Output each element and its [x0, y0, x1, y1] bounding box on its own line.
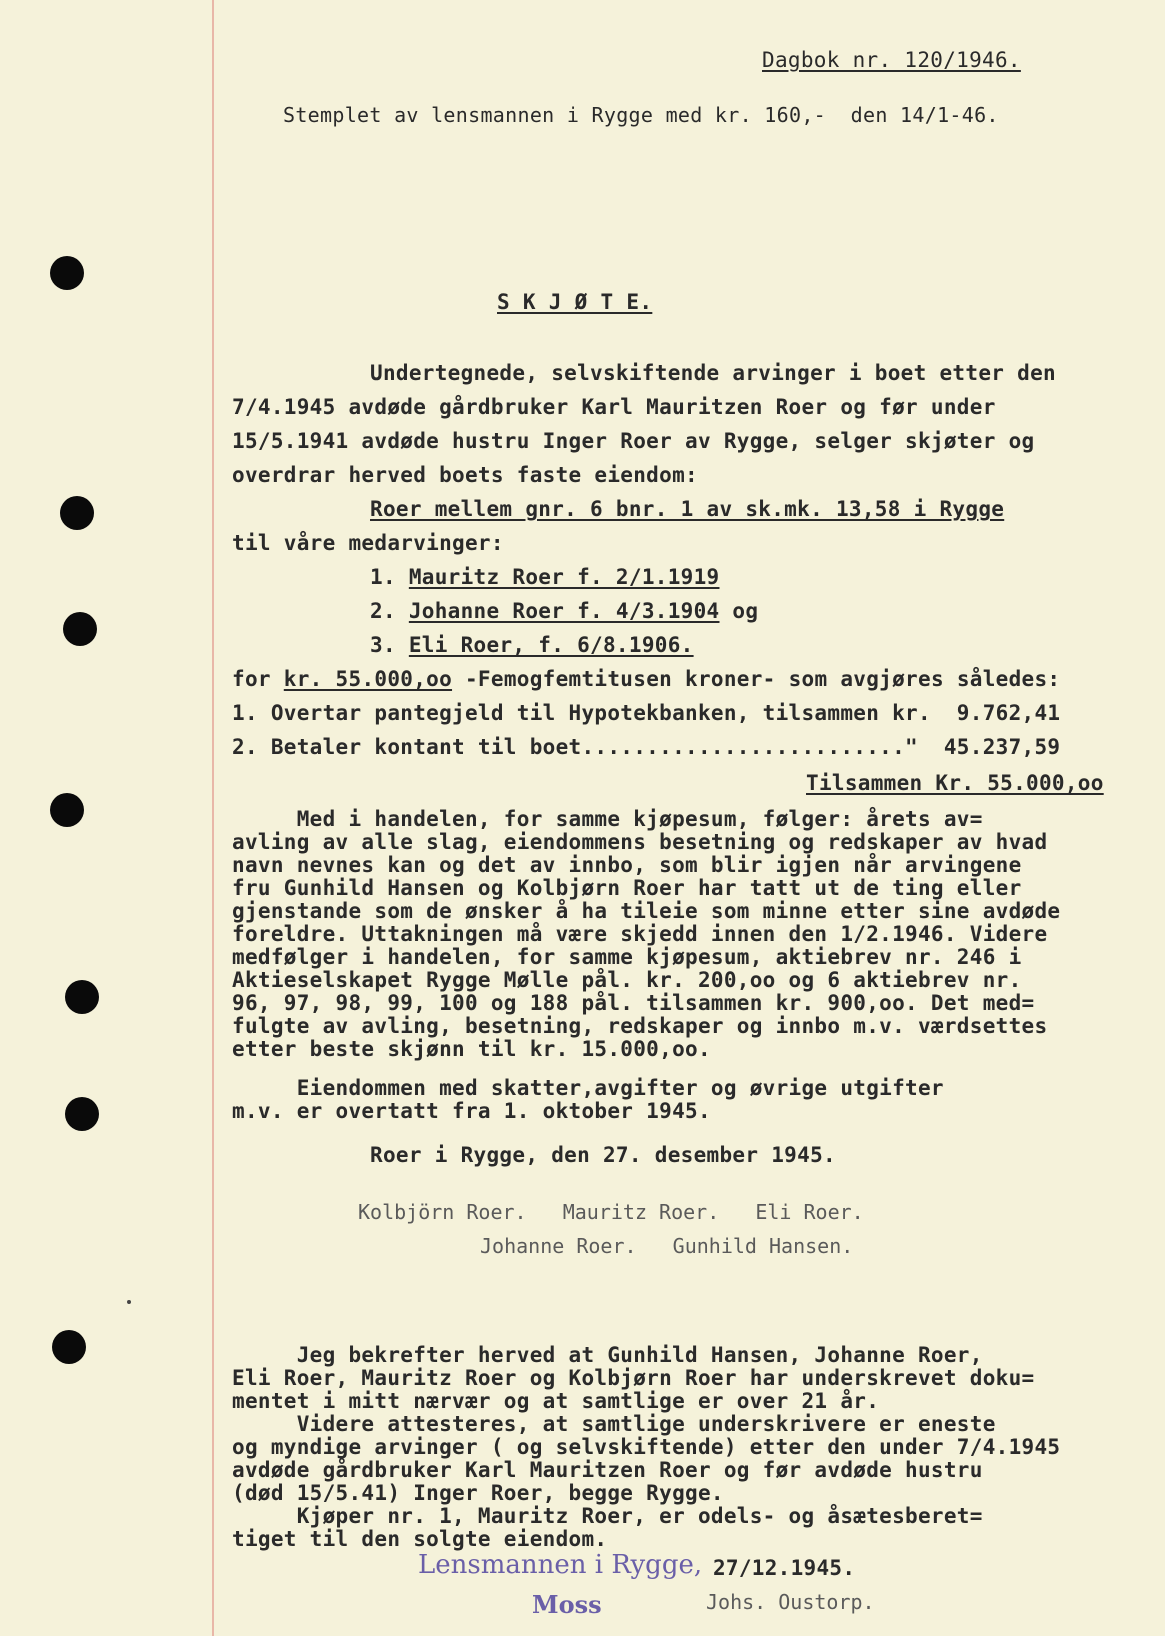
attest-line: Kjøper nr. 1, Mauritz Roer, er odels- og åsætesberet= [232, 1504, 983, 1528]
price-line [232, 667, 1060, 691]
attest-line: mentet i mitt nærvær og at samtlige er over 21 år. [232, 1389, 880, 1413]
payment-line: 1. Overtar pantegjeld til Hypotekbanken, tilsammen kr. 9.762,41 [232, 701, 1061, 725]
property-description: Roer mellem gnr. 6 bnr. 1 av sk.mk. 13,58 i Rygge [370, 497, 1005, 521]
total-amount: Tilsammen Kr. 55.000,oo [806, 771, 1104, 795]
attest-line: Eli Roer, Mauritz Roer og Kolbjørn Roer har underskrevet doku= [232, 1366, 1035, 1390]
heir-name: Johanne Roer f. 4/3.1904 [408, 599, 720, 623]
punch-hole [50, 256, 84, 290]
body-line: navn nevnes kan og det av innbo, som blir igjen når arvingene [232, 853, 1022, 877]
body-line: Med i handelen, for samme kjøpesum, følger: årets av= [232, 807, 983, 831]
body-line: Eiendommen med skatter,avgifter og øvrige utgifter [232, 1076, 944, 1100]
body-line: 96, 97, 98, 99, 100 og 188 pål. tilsammen kr. 900,oo. Det med= [232, 991, 1035, 1015]
attest-line: (død 15/5.41) Inger Roer, begge Rygge. [232, 1481, 724, 1505]
heir-number: 3. [370, 633, 396, 657]
stamp-duty-note: Stemplet av lensmannen i Rygge med kr. 160,- den 14/1-46. [283, 103, 999, 127]
price-prefix: for [232, 667, 284, 691]
stamp-place: Moss [532, 1590, 602, 1619]
punch-hole [65, 1097, 99, 1131]
margin-line [212, 0, 214, 1636]
heir-suffix: og [719, 599, 759, 623]
intro-line: 15/5.1941 avdøde hustru Inger Roer av Rygge, selger skjøter og [232, 429, 1035, 453]
journal-number: Dagbok nr. 120/1946. [762, 48, 1021, 72]
signatures-row: Johanne Roer. Gunhild Hansen. [480, 1234, 854, 1258]
to-heirs-label: til våre medarvinger: [232, 531, 504, 555]
heir-name: Mauritz Roer f. 2/1.1919 [408, 565, 720, 589]
punch-hole [60, 496, 94, 530]
punch-hole [52, 1330, 86, 1364]
punch-hole [65, 980, 99, 1014]
heir-name: Eli Roer, f. 6/8.1906. [408, 633, 694, 657]
place-date: Roer i Rygge, den 27. desember 1945. [370, 1143, 836, 1167]
document-title: S K J Ø T E. [497, 290, 653, 314]
attest-line: og myndige arvinger ( og selvskiftende) etter den under 7/4.1945 [232, 1435, 1061, 1459]
closing-date: 27/12.1945. [700, 1556, 856, 1580]
body-line: etter beste skjønn til kr. 15.000,oo. [232, 1037, 711, 1061]
intro-line: overdrar herved boets faste eiendom: [232, 463, 698, 487]
heir-item [370, 565, 719, 589]
heir-item [370, 633, 694, 657]
intro-line: 7/4.1945 avdøde gårdbruker Karl Mauritzen Roer og før under [232, 395, 996, 419]
punch-hole [50, 793, 84, 827]
attest-line: Jeg bekrefter herved at Gunhild Hansen, Johanne Roer, [232, 1343, 983, 1367]
price-amount: kr. 55.000,oo [283, 667, 453, 691]
punch-hole [63, 612, 97, 646]
body-line: fulgte av avling, besetning, redskaper og innbo m.v. værdsettes [232, 1014, 1048, 1038]
intro-line: Undertegnede, selvskiftende arvinger i boet etter den [370, 361, 1056, 385]
officer-signature: Johs. Oustorp. [706, 1590, 875, 1614]
attest-line: avdøde gårdbruker Karl Mauritzen Roer og før avdøde hustru [232, 1458, 983, 1482]
body-line: Aktieselskapet Rygge Mølle pål. kr. 200,oo og 6 aktiebrev nr. [232, 968, 1022, 992]
body-line: medfølger i handelen, for samme kjøpesum, aktiebrev nr. 246 i [232, 945, 1022, 969]
payment-line: 2. Betaler kontant til boet........................." 45.237,59 [232, 735, 1061, 759]
body-line: avling av alle slag, eiendommens besetning og redskaper av hvad [232, 830, 1048, 854]
body-line: gjenstande som de ønsker å ha tileie som minne etter sine avdøde [232, 899, 1061, 923]
lensmann-stamp: Lensmannen i Rygge, [418, 1550, 703, 1580]
attest-line: tiget til den solgte eiendom. [232, 1527, 608, 1551]
heir-item [370, 599, 758, 623]
price-words: -Femogfemtitusen kroner- som avgjøres således: [452, 667, 1061, 691]
heir-number: 1. [370, 565, 396, 589]
body-line: fru Gunhild Hansen og Kolbjørn Roer har tatt ut de ting eller [232, 876, 1022, 900]
attest-line: Videre attesteres, at samtlige underskrivere er eneste [232, 1412, 996, 1436]
margin-mark [127, 1300, 131, 1304]
body-line: foreldre. Uttakningen må være skjedd innen den 1/2.1946. Videre [232, 922, 1048, 946]
body-line: m.v. er overtatt fra 1. oktober 1945. [232, 1099, 711, 1123]
heir-number: 2. [370, 599, 396, 623]
signatures-row: Kolbjörn Roer. Mauritz Roer. Eli Roer. [358, 1200, 864, 1224]
